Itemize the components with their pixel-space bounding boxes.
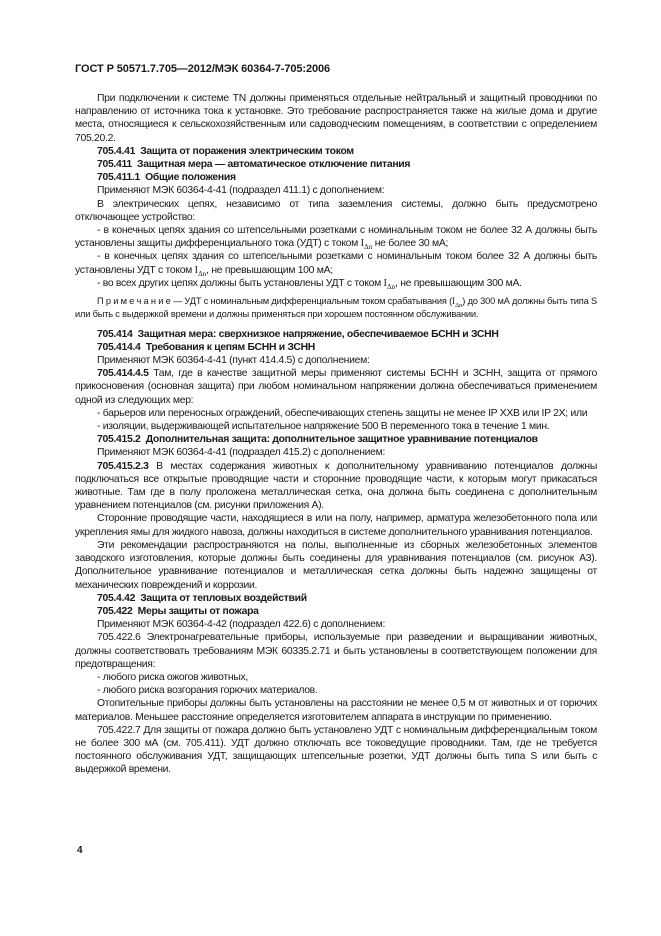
para-705-422-6: 705.422.6 Электронагревательные приборы, используемые при разведении и выращивании животных, должны соответствовать требованиям МЭК 60335.2.71 и быть установлены в соответствующем положении для предотвращения:: [75, 632, 597, 670]
para-705-414-4-5: 705.414.4.5 Там, где в качестве защитной меры применяют системы БСНН и ЗСНН, защита от прямого прикосновения (основная защита) при любом номинальном напряжении должна обеспечиваться применением одной из следующих мер:: [75, 368, 597, 406]
para-apply-415-2: Применяют МЭК 60364-4-41 (подраздел 415.2) с дополнением:: [97, 447, 386, 459]
heading-705-411: 705.411 Защитная мера — автоматическое отключение питания: [97, 159, 411, 171]
list-item-insulation: - изоляции, выдерживающей испытательное напряжение 500 В переменного тока в течение 1 мин.: [97, 421, 550, 433]
heading-705-411-1: 705.411.1 Общие положения: [97, 172, 236, 184]
list-item-udt-300ma: - во всех других цепях должны быть установлены УДТ с током $I_{\Delta n}$, не превышающим 300 мА.: [97, 277, 522, 291]
heading-705-415-2: 705.415.2 Дополнительная защита: дополнительное защитное уравнивание потенциалов: [97, 434, 538, 446]
note-udt-type-s: П р и м е ч а н и е — УДТ с номинальным дифференциальным током срабатывания $(I_{\Delta n})$ до 300 мА должны быть типа S или быть с выдержкой времени и должны применяться при хорошем постоянном обслуживании.: [75, 296, 597, 319]
heading-705-422: 705.422 Меры защиты от пожара: [97, 605, 259, 617]
list-item-burn-risk: - любого риска ожогов животных,: [97, 671, 248, 683]
heading-705-4-42: 705.4.42 Защита от тепловых воздействий: [97, 592, 307, 604]
residual-current-symbol: $I_{\Delta n}$: [451, 297, 463, 309]
document-content: [75, 63, 597, 777]
para-705-422-7: 705.422.7 Для защиты от пожара должно быть установлено УДТ с номинальным дифференциальным током не более 300 мА (см. 705.411). УДТ должно отключать все токоведущие проводники. Там, где не требуется постоянного обслуживания УДТ, защищающих штепсельные розетки, УДТ должны быть типа S или быть с выдержкой времени.: [75, 724, 597, 776]
para-heating-devices: Отопительные приборы должны быть установлены на расстоянии не менее 0,5 м от животных и от горючих материалов. Меньшее расстояние определяется изготовителем аппарата в инструкции по применению.: [75, 698, 597, 723]
para-705-415-2-3: 705.415.2.3 В местах содержания животных к дополнительному уравниванию потенциалов должны подключаться все открытые проводящие части и сторонние проводящие части, к которым могут прикасаться животные. Там где в полу проложена металлическая сетка, она должна быть соединена с дополнительным уравнением потенциалов (см. рисунки приложения А).: [75, 460, 597, 512]
heading-705-414-4: 705.414.4 Требования к цепям БСНН и ЗСНН: [97, 341, 315, 353]
list-item-udt-30ma: - в конечных цепях здания со штепсельными розетками с номинальным током не более 32 А должны быть установлены защиты дифференциального тока (УДТ) с током $I_{\Delta n}$ не более 30 мА;: [75, 225, 597, 252]
heading-705-414: 705.414 Защитная мера: сверхнизкое напряжение, обеспечиваемое БСНН и ЗСНН: [97, 328, 499, 340]
document-blocks: [75, 92, 597, 777]
para-apply-422-6: Применяют МЭК 60364-4-42 (подраздел 422.6) с дополнением:: [97, 619, 386, 631]
page-number: 4: [77, 845, 83, 856]
para-extraneous-parts: Сторонние проводящие части, находящиеся в или на полу, например, арматура железобетонного пола или укрепления ямы для жидкого навоза, должны находиться в системе дополнительного уравнивания потенциалов.: [75, 513, 597, 538]
residual-current-symbol: $I_{\Delta n}$: [194, 264, 207, 278]
standard-designation-header: ГОСТ Р 50571.7.705—2012/МЭК 60364-7-705:2006: [75, 63, 331, 75]
heading-705-4-41: 705.4.41 Защита от поражения электрическим током: [97, 145, 354, 157]
para-apply-414-4-5: Применяют МЭК 60364-4-41 (пункт 414.4.5) с дополнением:: [97, 355, 370, 367]
list-item-udt-100ma: - в конечных цепях здания со штепсельными розетками с номинальным током более 32 А должны быть установлены УДТ с током $I_{\Delta n}$, не превышающим 100 мА;: [75, 251, 597, 278]
residual-current-symbol: $I_{\Delta n}$: [360, 238, 373, 252]
para-electric-circuits: В электрических цепях, независимо от типа заземления системы, должно быть предусмотрено отключающее устройство:: [75, 198, 597, 223]
list-item-barriers: - барьеров или переносных ограждений, обеспечивающих степень защиты не менее IP XXB или IP 2X; или: [97, 407, 588, 419]
para-tn-connection: При подключении к системе TN должны применяться отдельные нейтральный и защитный проводники по направлению от источника тока к установке. Это требование распространяется также на жилые дома и другие места, относящиеся к сельскохозяйственным или садоводческим помещениям, в соответствии с определением 705.20.2.: [75, 93, 597, 144]
list-item-fire-risk: - любого риска возгорания горючих материалов.: [97, 685, 318, 697]
para-apply-411-1: Применяют МЭК 60364-4-41 (подраздел 411.1) с дополнением:: [97, 185, 385, 197]
residual-current-symbol: $I_{\Delta n}$: [383, 277, 396, 291]
para-recommendations: Эти рекомендации распространяются на полы, выполненные из сборных железобетонных элементов заводского изготовления, которые должны быть соединены для уравнивания потенциалов (см. рисунок А3). Дополнительное уравнивание потенциалов и металлическая сетка должны быть надежно защищены от механических повреждений и коррозии.: [75, 539, 597, 591]
